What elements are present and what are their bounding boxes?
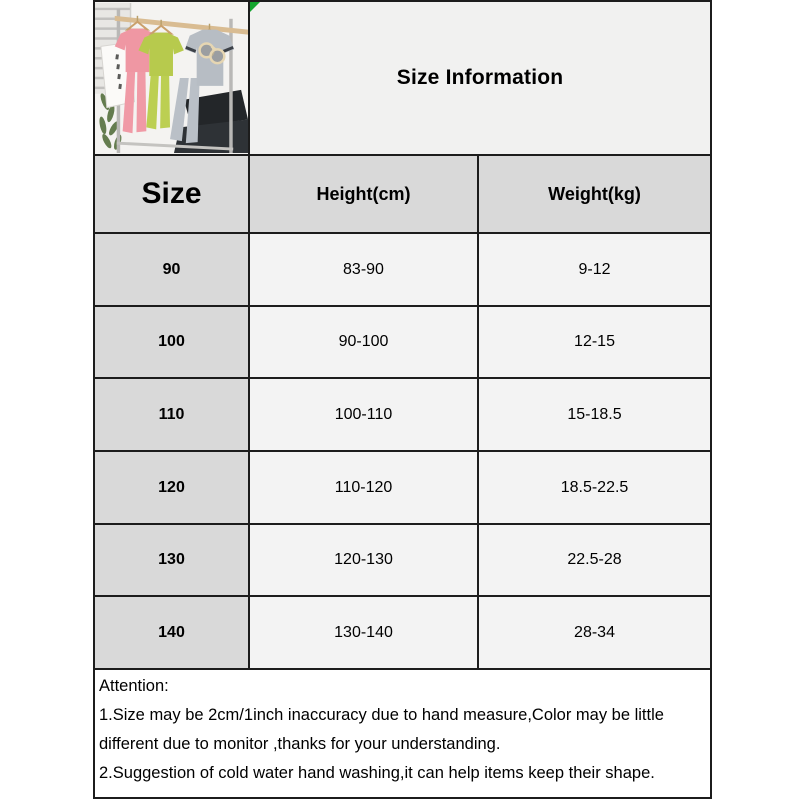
product-photo [95,3,248,153]
table-row [94,378,711,451]
weight-range: 22.5-28 [478,524,711,596]
height-range: 110-120 [249,451,478,524]
size-value: 90 [94,233,249,306]
size-value: 120 [94,451,249,524]
size-table [93,0,712,799]
weight-range: 12-15 [478,306,711,378]
attention-heading: Attention: [99,677,169,695]
size-value: 110 [94,378,249,451]
table-row [94,306,711,378]
table-row [94,451,711,524]
attention-note: 1.Size may be 2cm/1inch inaccuracy due to hand measure,Color may be little [99,706,664,724]
photo-title-row [94,1,711,155]
table-row [94,596,711,669]
weight-range: 28-34 [478,596,711,669]
size-chart-sheet [93,0,710,799]
height-range: 83-90 [249,233,478,306]
weight-range: 18.5-22.5 [478,451,711,524]
header-row [94,155,711,233]
weight-range: 15-18.5 [478,378,711,451]
page-title: Size Information [396,66,564,89]
attention-note: different due to monitor ,thanks for your understanding. [99,735,501,753]
table-row [94,233,711,306]
height-range: 100-110 [249,378,478,451]
attention-row [94,669,711,798]
height-range: 120-130 [249,524,478,596]
table-row [94,524,711,596]
weight-column-header: Weight(kg) [478,155,711,233]
size-value: 140 [94,596,249,669]
title-cell [249,1,711,155]
product-photo-cell [94,1,249,155]
size-value: 130 [94,524,249,596]
height-range: 130-140 [249,596,478,669]
attention-box [94,669,711,798]
green-corner-marker [250,2,260,12]
size-value: 100 [94,306,249,378]
height-column-header: Height(cm) [249,155,478,233]
size-column-header: Size [94,155,249,233]
height-range: 90-100 [249,306,478,378]
attention-note: 2.Suggestion of cold water hand washing,it can help items keep their shape. [99,764,655,782]
weight-range: 9-12 [478,233,711,306]
product-photo-illustration [95,3,248,153]
